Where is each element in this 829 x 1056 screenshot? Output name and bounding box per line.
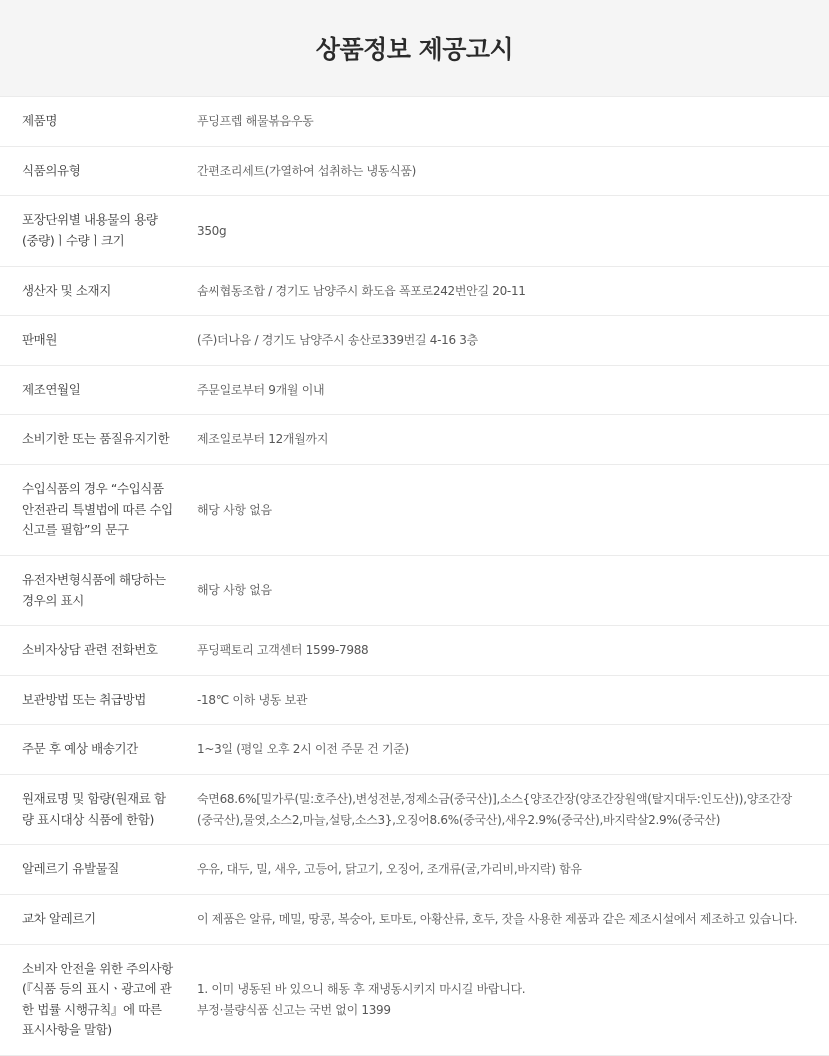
table-row <box>0 894 829 944</box>
row-label: 교차 알레르기 <box>22 910 96 926</box>
row-value-line: 해당 사항 없음 <box>197 502 272 517</box>
table-row <box>0 845 829 895</box>
row-label: 보관방법 또는 취급방법 <box>22 691 146 707</box>
row-label: 생산자 및 소재지 <box>22 282 111 298</box>
table-row <box>0 196 829 266</box>
table-row <box>0 944 829 1056</box>
row-value <box>173 626 829 676</box>
row-value <box>173 365 829 415</box>
row-value <box>173 146 829 196</box>
row-label: 판매원 <box>22 332 58 348</box>
page-title: 상품정보 제공고시 <box>315 35 514 64</box>
row-value-line: 제조일로부터 12개월까지 <box>197 432 329 447</box>
row-value-line: -18℃ 이하 냉동 보관 <box>197 692 308 707</box>
row-value <box>173 675 829 725</box>
row-label: 소비자상담 관련 전화번호 <box>22 642 158 658</box>
row-label: 수입식품의 경우 “수입식품안전관리 특별법에 따른 수입신고를 필함”의 문구 <box>22 481 173 538</box>
table-row <box>0 626 829 676</box>
row-value-line: 우유, 대두, 밀, 새우, 고등어, 닭고기, 오징어, 조개류(굴,가리비,바지락) 함유 <box>197 862 582 877</box>
row-label: 소비기한 또는 품질유지기한 <box>22 431 170 447</box>
row-value <box>173 266 829 316</box>
row-value <box>173 725 829 775</box>
row-value-line: 이 제품은 알류, 메밀, 땅콩, 복숭아, 토마토, 아황산류, 호두, 잣을 사용한 제품과 같은 제조시설에서 제조하고 있습니다. <box>197 911 798 926</box>
table-row <box>0 775 829 845</box>
table-row <box>0 316 829 366</box>
table-row <box>0 675 829 725</box>
row-value-line: 숙면68.6%[밀가루(밀:호주산),변성전분,정제소금(중국산)],소스{양조간장(양조간장원액(탈지대두:인도산)),양조간장(중국산),물엿,소스2,마늘,설탕,소스3},오징어8.6%(중국산),새우2.9%(중국산),바지락살2.9%(중국산) <box>197 792 792 827</box>
row-value <box>173 944 829 1056</box>
row-value <box>173 894 829 944</box>
row-value-line: 부정·불량식품 신고는 국번 없이 1399 <box>197 1002 391 1017</box>
row-label: 알레르기 유발물질 <box>22 861 119 877</box>
row-label: 식품의유형 <box>22 162 81 178</box>
row-value-line: 푸딩팩토리 고객센터 1599-7988 <box>197 643 369 658</box>
row-value <box>173 555 829 625</box>
row-value <box>173 775 829 845</box>
row-value-line: 350g <box>197 223 227 238</box>
row-label: 포장단위별 내용물의 용량(중량)ㅣ수량ㅣ크기 <box>22 212 158 248</box>
row-value <box>173 196 829 266</box>
row-label: 제조연월일 <box>22 381 81 397</box>
table-row <box>0 365 829 415</box>
row-label: 제품명 <box>22 113 58 128</box>
product-info-table <box>0 96 829 1056</box>
table-row <box>0 415 829 465</box>
row-value <box>173 465 829 556</box>
table-row <box>0 465 829 556</box>
row-label: 원재료명 및 함량(원재료 함량 표시대상 식품에 한함) <box>22 791 166 827</box>
row-value-line: 해당 사항 없음 <box>197 583 272 598</box>
table-row <box>0 266 829 316</box>
row-label: 유전자변형식품에 해당하는 경우의 표시 <box>22 571 166 608</box>
row-value <box>173 415 829 465</box>
table-body <box>0 97 829 1056</box>
table-row <box>0 146 829 196</box>
row-value <box>173 316 829 366</box>
row-label: 주문 후 예상 배송기간 <box>22 741 138 757</box>
row-label: 소비자 안전을 위한 주의사항 (『식품 등의 표시ㆍ광고에 관한 법률 시행규칙』에 따른 표시사항을 말함) <box>22 960 173 1038</box>
row-value-line: 솜씨협동조합 / 경기도 남양주시 화도읍 폭포로242번안길 20-11 <box>197 283 526 298</box>
row-value-line: 간편조리세트(가열하여 섭취하는 냉동식품) <box>197 163 417 178</box>
row-value <box>173 845 829 895</box>
row-value-line: 푸딩프렙 해물볶음우동 <box>197 114 314 129</box>
page-header <box>0 0 829 96</box>
row-value-line: (주)더나음 / 경기도 남양주시 송산로339번길 4-16 3층 <box>197 333 478 348</box>
table-row <box>0 97 829 147</box>
table-row <box>0 555 829 625</box>
row-value-line: 1. 이미 냉동된 바 있으니 해동 후 재냉동시키지 마시길 바랍니다. <box>197 982 526 997</box>
row-value-line: 1~3일 (평일 오후 2시 이전 주문 건 기준) <box>197 742 409 757</box>
table-row <box>0 725 829 775</box>
row-value-line: 주문일로부터 9개월 이내 <box>197 382 325 397</box>
row-value <box>173 97 829 147</box>
